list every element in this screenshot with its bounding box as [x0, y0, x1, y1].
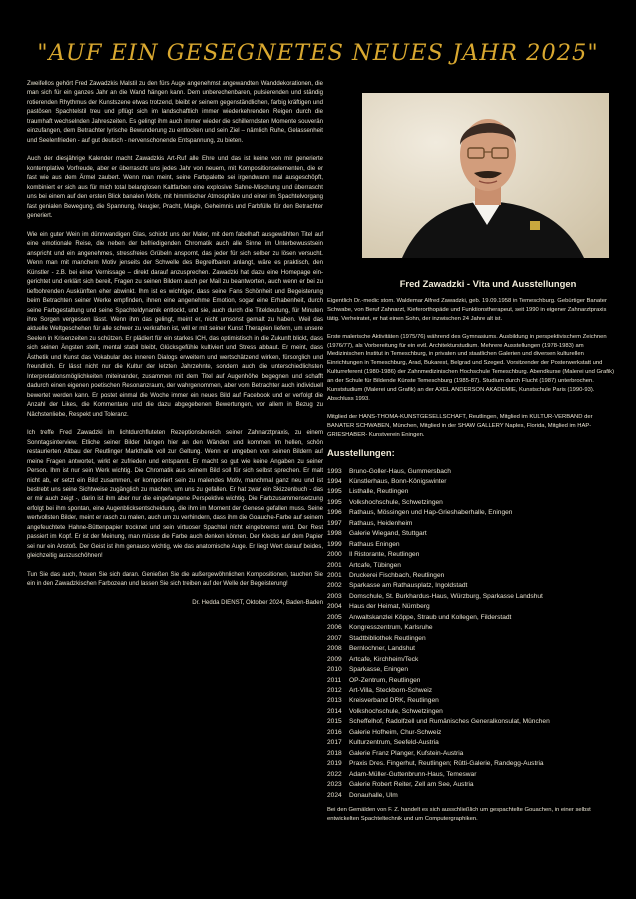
exhibition-item — [327, 717, 619, 727]
exhibition-venue: Galerie Robert Reiter, Zell am See, Austria — [349, 781, 474, 789]
vita-paragraph: Erste malerische Aktivitäten (1975/76) während des Gymnasiums. Ausbildung in perspektivischem Zeichnen (1976/77), als Vorbereitung für ein evtl. Architekturstudium. Mehrere Ausstellungen (1978-1983) am Medizinischen Institut in Temeschburg, in privaten und staatlichen Galerien und diversen kulturellen Einrichtungen in Temeschburg, Arad, Bukarest, Belgrad und Szeged. Vorsitzender der Posterwerkstatt und Kulturreferent (1980-1986) der Zahnmedizinischen Hochschule Temeschburg. Abendkurse (Malerei und Grafik) an der Schule für Bildende Künste Temeschburg (1985-87). Studium durch Flucht (1987) unterbrochen. Kunststudium (Malerei und Grafik) an der AXEL ANDERSON AKADEMIE, Kunstschule Paris (1990-93). Abschluss 1993. — [327, 333, 615, 402]
exhibition-venue: Galerie Franz Planger, Kufstein-Austria — [349, 749, 464, 757]
exhibition-venue: Stadtbibliothek Reutlingen — [349, 634, 426, 642]
vita-paragraph: Eigentlich Dr.-medic stom. Waldemar Alfred Zawadzki, geb. 19.09.1958 in Temeschburg. Gebürtiger Banater Schwabe, von Beruf Zahnarzt, Kieferorthopäde und Funktionstherapeut, seit 1990 in eigener Zahnarztpraxis tätig. Verheiratet, er hat einen Sohn, der inzwischen 24 Jahre alt ist. — [327, 297, 607, 322]
exhibition-venue: Praxis Dres. Fingerhut, Reutlingen; Rütti-Galerie, Randegg-Austria — [349, 760, 544, 768]
exhibition-year: 2009 — [327, 655, 342, 663]
exhibition-venue: Künstlerhaus, Bonn-Königswinter — [349, 477, 447, 485]
exhibition-venue: Bruno-Goller-Haus, Gummersbach — [349, 467, 451, 475]
exhibition-venue: Galerie Wiegand, Stuttgart — [349, 530, 427, 538]
exhibition-year: 2017 — [327, 739, 342, 747]
exhibition-venue: Sparkasse am Rathausplatz, Ingoldstadt — [349, 582, 468, 590]
exhibition-item — [327, 676, 619, 686]
exhibition-venue: Galerie Hofheim, Chur-Schweiz — [349, 728, 442, 736]
exhibition-venue: Artcafe, Tübingen — [349, 561, 401, 569]
essay-paragraph: Zweifellos gehört Fred Zawadzkis Malstil zu den fürs Auge angenehmst angewandten Wanddekorationen, die man sich für ein ganzes Jahr an die Wand hängen kann. Dem unberechenbaren, pulsierenden und ständig rotierenden Rhythmus der Kunstszene etwas trotzend, bleibt er seinem gegenständlichen, farbig kräftigen und pastösen Spachtelstil treu und pflügt sich im landschaftlich immer wiederkehrenden Reigen durch die traumhaft wechselnden Jahreszeiten. Es gelingt ihm auch immer wieder die schillerndsten Momente souverän einzufangen, dem Betrachter lyrische Bewunderung zu entlocken und sein Ziel – nämlich Ruhe, Gelassenheit und Seelenfrieden - auf gut deutsch - nervenschonende Entspannung, zu bieten. — [27, 81, 323, 144]
exhibition-venue: Kreisverband DRK, Reutlingen — [349, 697, 439, 705]
exhibition-year: 2000 — [327, 551, 342, 559]
page-title: "AUF EIN GESEGNETES NEUES JAHR 2025" — [37, 40, 599, 66]
essay-column — [27, 80, 323, 618]
exhibition-item — [327, 602, 619, 612]
exhibition-year: 1999 — [327, 540, 342, 548]
exhibition-item — [327, 665, 619, 675]
exhibition-year: 2010 — [327, 666, 342, 674]
exhibition-item — [327, 581, 619, 591]
exhibition-year: 2008 — [327, 645, 342, 653]
essay-paragraph: Ich treffe Fred Zawadzki im lichtdurchfluteten Rezeptionsbereich seiner Zahnarztpraxis, zu einem Sonntagsinterview. Etliche seiner Bilder hängen hier an den Wänden und kommen im hellen, schön restaurierten Altbau der Reutlinger Markthalle voll zur Geltung. Wenn er umgeben von seinen Bildern auf meine Fragen antwortet, wirkt er zufrieden und entspannt. Er macht so gut wie keine Angaben zu seiner Person. Ihm ist nur sein Werk wichtig. Die Chromatik aus seinem Bild soll für sich selbst sprechen. Er malt nicht ab, er setzt ein Bild zusammen, er komponiert sein zu malendes Motiv, manchmal ganz neu und ist bestrebt uns seine Sichtweise zugänglich zu machen, um uns zu gefallen. Er hat zwar ein Skizzenbuch - das er mir auch zeigt -, darin ist ihm aber nur die eingefangene Perspektive wichtig. Die Farbzusammensetzung erfolgt bei ihm spontan, eine Augenblicksentscheidung, die ihm im Moment der Genese gefallen muss. Seine wertvollsten Bilder, meint er rasch zu malen, auch um zu verhindern, dass ihm die Goauche-Farbe auf seinem angefeuchtete Hahne-Büttenpapier trocknet und sein virtuoser Spachtel nicht eingebremst wird. Der Rest passiert im Kopf. Er ist der Meinung, man müsse die Farbe auch denken können. Der Klecks auf dem Papier sei nur ein Anstoß. Der Geist ist ihm genauso wichtig, wie das anatomische Auge. Er liegt Wert darauf beides, gleichzeitig auszuschöhnen! — [27, 430, 323, 560]
exhibition-year: 2012 — [327, 687, 342, 695]
exhibition-venue: Rathaus, Heidenheim — [349, 519, 413, 527]
vita-heading: Fred Zawadzki - Vita und Ausstellungen — [399, 278, 577, 289]
exhibition-item — [327, 540, 619, 550]
exhibition-venue: Volkshochschule, Schwetzingen — [349, 498, 443, 506]
exhibition-item — [327, 749, 619, 759]
exhibition-item — [327, 508, 619, 518]
exhibition-venue: Rathaus, Mössingen und Hap-Grieshaberhalle, Eningen — [349, 509, 513, 517]
exhibition-year: 2004 — [327, 603, 342, 611]
exhibition-item — [327, 498, 619, 508]
exhibition-year: 2018 — [327, 749, 342, 757]
essay-signature: Dr. Hedda DIENST, Oktober 2024, Baden-Baden — [192, 600, 323, 607]
exhibition-item — [327, 728, 619, 738]
exhibition-year: 2014 — [327, 707, 342, 715]
essay-paragraph: Tun Sie das auch, freuen Sie sich daran. Genießen Sie die außergewöhnlichen Kompositionen, tauchen Sie ein in den Zawadzkischen Farbozean und lassen Sie sich treiben auf der Welle der Begeisterung! — [27, 571, 323, 588]
exhibition-year: 2024 — [327, 791, 342, 799]
exhibition-year: 2001 — [327, 561, 342, 569]
exhibition-year: 2011 — [327, 676, 342, 684]
exhibition-item — [327, 467, 619, 477]
exhibition-year: 2005 — [327, 613, 342, 621]
exhibition-year: 2019 — [327, 760, 342, 768]
exhibition-item — [327, 707, 619, 717]
exhibition-year: 1997 — [327, 519, 342, 527]
exhibition-item — [327, 529, 619, 539]
exhibition-year: 2003 — [327, 592, 342, 600]
essay-paragraph: Auch der diesjährige Kalender macht Zawadzkis Art-Ruf alle Ehre und das ist keine von mir generierte kontemplative Vorfreude, aber er überrascht uns jedes Jahr von neuem, mit Kompositionselementen, die er fast wie aus dem Ärmel zaubert. Wenn man meint, seine Farbpalette sei irgendwann mal ausgeschöpft, kombiniert er sich aus für mich total belanglosen Kaltfarben eine explosive Sahne-Mischung und überrascht uns bei einem auf den ersten Blick banalen Motiv, mit himmlischer Atmosphäre und einer im Spachtelvorgang fast genialen Bewegung, die Spannung, Neugier, Pracht, Magie, Geheimnis und Farbfülle für den Betrachter generiert. — [27, 156, 323, 220]
exhibition-year: 2016 — [327, 728, 342, 736]
exhibitions-heading: Ausstellungen: — [327, 446, 395, 458]
exhibition-venue: Scheffelhof, Radolfzell und Rumänisches Generalkonsulat, München — [349, 718, 550, 726]
exhibition-venue: Sparkasse, Eningen — [349, 666, 409, 674]
exhibition-venue: Kongresszentrum, Karlsruhe — [349, 624, 433, 632]
exhibition-venue: Kulturzentrum, Seefeld-Austria — [349, 739, 439, 747]
exhibition-item — [327, 561, 619, 571]
exhibition-item — [327, 738, 619, 748]
exhibition-venue: Donauhalle, Ulm — [349, 791, 398, 799]
exhibition-year: 2022 — [327, 770, 342, 778]
vita-paragraph: Mitglied der HANS-THOMA-KUNSTGESELLSCHAFT, Reutlingen, Mitglied im KULTUR-VERBAND der BANATER SCHWABEN, München, Mitglied in der SHAW GALLERY Naples, Florida, Mitglied im HAP-GRIESHABER- Kunstverein Eningen. — [327, 413, 593, 438]
exhibition-item — [327, 634, 619, 644]
exhibition-venue: Volkshochschule, Schwetzingen — [349, 707, 443, 715]
exhibition-item — [327, 770, 619, 780]
artist-portrait — [362, 93, 609, 258]
exhibition-item — [327, 571, 619, 581]
exhibition-venue: Artcafe, Kirchheim/Teck — [349, 655, 419, 663]
exhibition-item — [327, 780, 619, 790]
essay-paragraph: Wie ein guter Wein im dünnwandigen Glas, schickt uns der Maler, mit dem fabelhaft ausgewählten Titel auf eine emotionale Reise, die neben der befriedigenden Chromatik auch alle Sinne im Unterbewusstsein anspricht und ein angenehmes, stressfreies Grübeln anspornt, das jeder für sich selber zu lösen versucht. Wenn man mit manchem Motiv jenseits der Schwelle des Begreifbaren anlangt, wäre es praktisch, den Künstler - z.B. bei einer Vernissage – direkt darauf anzusprechen. Zawadzki hat dazu eine Homepage eingerichtet und erklärt sich bereit, Fragen zu seinen Bildern auch per Mail zu beantworten, auch wenn er bei zu tiefbohrenden Auskünften eher abwinkt. Ihm ist es wichtiger, dass seine Fans Schönheit und Begeisterung beim Betrachten seiner Werke empfinden, ihnen eine angenehme Emotion, sogar eine Erhabenheit, durch seine Farbgestaltung und seine Spachteldynamik entlockt, und sie, auch durch die Titeldeutung, für Minuten ihre Sorgen vergessen lässt. Wenn ihm das gelingt, meint er, nicht umsonst gemalt zu haben. Weil das aktuelle Weltgeschehen für alle schwer zu verkraften ist, will er mit seiner Kunst Therapien liefern, um unsere Seelen in Krisenzeiten zu schützen. Er plädiert für ein starkes ICH, das optimistisch in die Zukunft blickt, dass sich seinen Ängsten stellt, mental stabil bleibt, Glücksgefühle kultiviert und Stress abbaut. Er meint, dass Ästhetik und Kunst das Vokabular des inneren Dialogs erweitern und wertschätzend wirken, fürsorglich und freundlich. Er lässt nicht nur die Kultur der letzten Jahrzehnte, sondern auch die unterschiedlichsten Interpretationsmöglichkeiten miteinander, zusammen mit dem Titel auf Augenhöhe begegnen und schafft dadurch einen eigenen poetischen Resonanzraum, der wahrgenommen, aber vom Betrachter auch individuell bewertet werden kann. Er postet einmal die Woche immer ein neues Bild auf Facebook und er verfolgt die Anzahl der Likes, die Kommentare und die dazu abgegebenen Bewertungen, vor allem in Bezug zu Nächstenliebe, Respekt und Toleranz. — [27, 231, 323, 418]
exhibition-item — [327, 791, 619, 801]
exhibition-year: 1998 — [327, 530, 342, 538]
exhibition-item — [327, 655, 619, 665]
exhibition-year: 1995 — [327, 498, 342, 506]
exhibition-item — [327, 613, 619, 623]
exhibition-year: 2007 — [327, 634, 342, 642]
exhibition-year: 2002 — [327, 582, 342, 590]
exhibition-item — [327, 487, 619, 497]
exhibition-year: 2023 — [327, 781, 342, 789]
exhibition-year: 1994 — [327, 477, 342, 485]
exhibition-year: 2015 — [327, 718, 342, 726]
exhibition-item — [327, 592, 619, 602]
exhibition-venue: Domschule, St. Burkhardus-Haus, Würzburg, Sparkasse Landshut — [349, 592, 543, 600]
exhibition-year: 1993 — [327, 467, 342, 475]
exhibition-item — [327, 477, 619, 487]
exhibition-venue: Art-Villa, Steckborn-Schweiz — [349, 687, 433, 695]
exhibition-item — [327, 550, 619, 560]
exhibition-item — [327, 519, 619, 529]
exhibition-venue: Haus der Heimat, Nürnberg — [349, 603, 430, 611]
exhibition-item — [327, 623, 619, 633]
exhibition-venue: Druckerei Fischbach, Reutlingen — [349, 572, 445, 580]
exhibition-year: 2001 — [327, 572, 342, 580]
exhibition-item — [327, 696, 619, 706]
exhibition-year: 2013 — [327, 697, 342, 705]
exhibition-venue: Bernlochner, Landshut — [349, 645, 415, 653]
exhibition-venue: Il Ristorante, Reutlingen — [349, 551, 420, 559]
exhibition-item — [327, 759, 619, 769]
exhibition-venue: Rathaus Eningen — [349, 540, 400, 548]
portrait-illustration — [362, 93, 609, 258]
vita-column — [327, 280, 619, 833]
exhibition-year: 1996 — [327, 509, 342, 517]
exhibition-venue: Adam-Müller-Guttenbrunn-Haus, Temeswar — [349, 770, 477, 778]
exhibition-item — [327, 686, 619, 696]
exhibition-venue: Listhalle, Reutlingen — [349, 488, 409, 496]
exhibitions-list — [327, 467, 619, 802]
exhibition-venue: Anwaltskanzlei Köppe, Straub und Kollegen, Filderstadt — [349, 613, 512, 621]
exhibition-year: 1995 — [327, 488, 342, 496]
exhibition-venue: OP-Zentrum, Reutlingen — [349, 676, 421, 684]
vita-footer: Bei den Gemälden von F. Z. handelt es sich ausschließlich um gespachtelte Gouachen, in einer selbst entwickelten Spachteltechnik und um Computergraphiken. — [327, 807, 591, 822]
exhibition-item — [327, 644, 619, 654]
exhibition-year: 2006 — [327, 624, 342, 632]
